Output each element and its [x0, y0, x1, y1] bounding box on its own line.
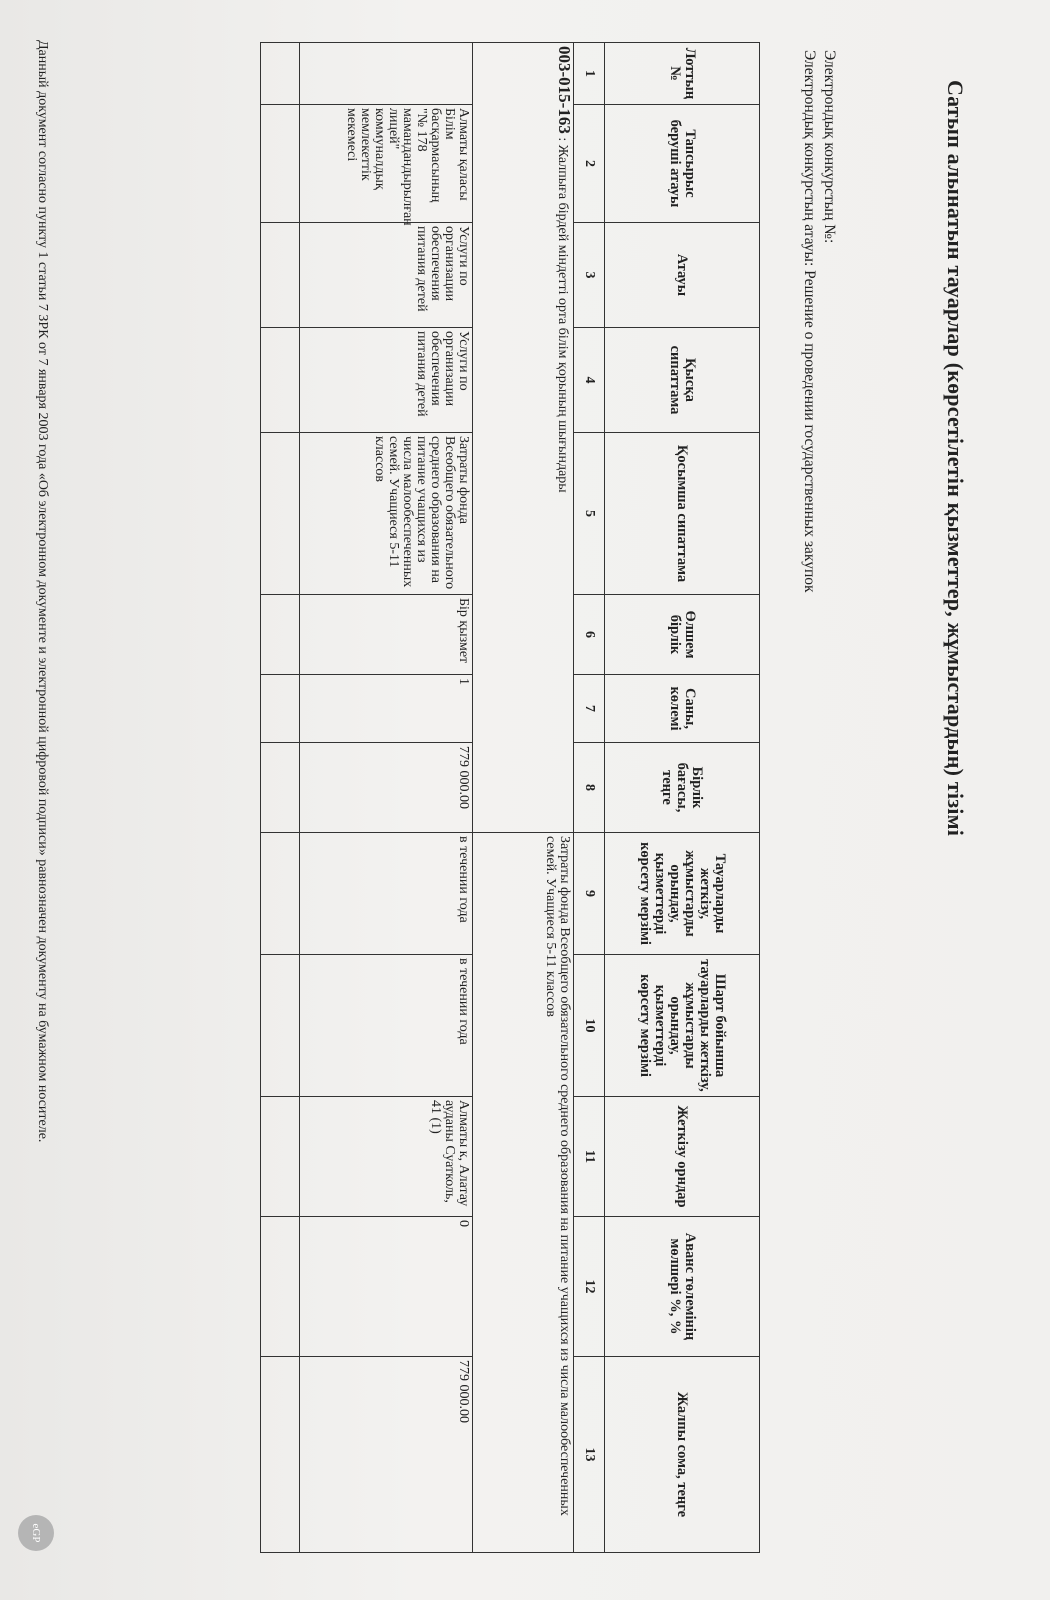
cell-short-desc: Услуги по организации обеспечения питания детей — [300, 328, 473, 433]
empty-cell — [261, 1357, 300, 1553]
empty-cell — [261, 833, 300, 955]
column-number: 12 — [574, 1217, 605, 1357]
cell-quantity: 1 — [300, 675, 473, 743]
empty-cell — [261, 328, 300, 433]
egp-logo-icon: eGP — [18, 1515, 54, 1551]
header-quantity: Саны, көлемі — [605, 675, 760, 743]
header-lot-no: Лоттың № — [605, 43, 760, 105]
contest-number-label: Электрондық конкурстың №: — [821, 50, 838, 244]
cell-advance: 0 — [300, 1217, 473, 1357]
column-number: 4 — [574, 328, 605, 433]
header-customer: Тапсырыс беруші атауы — [605, 105, 760, 223]
column-number: 6 — [574, 595, 605, 675]
header-delivery-place: Жеткізу орндар — [605, 1097, 760, 1217]
cell-delivery-place: Алматы к, Алатау ауданы Суатколь, 41 (1) — [300, 1097, 473, 1217]
header-total: Жалпы сома, теңге — [605, 1357, 760, 1553]
column-number: 7 — [574, 675, 605, 743]
empty-cell — [261, 105, 300, 223]
cell-contract-term: в течении года — [300, 955, 473, 1097]
cell-customer: Алматы қаласы Білім басқармасының "№ 178 мамандандырылған лицей" коммуналдық мемлекеттік мекемесі — [300, 105, 473, 223]
lot-code: 003-015-163 — [555, 46, 574, 134]
footer-note: Данный документ согласно пункту 1 статьи 7 ЗРК от 7 января 2003 года «Об электронном документе и электронной цифровой подписи» равнозначен документу на бумажном носителе. — [35, 40, 50, 1143]
empty-cell — [261, 433, 300, 595]
cell-term: в течении года — [300, 833, 473, 955]
cell-total: 779 000.00 — [300, 1357, 473, 1553]
header-advance: Аванс төлемінің мөлшері %, % — [605, 1217, 760, 1357]
header-contract-term: Шарт бойынша тауарларды жеткізу, жұмыстарды орындау, қызметтерді көрсету мерзімі — [605, 955, 760, 1097]
column-number-row — [574, 43, 605, 1553]
lot-extra-cell: Затраты фонда Всеобщего обязательного среднего образования на питание учащихся из числа малообеспеченных семей. Учащиеся 5-11 классов — [473, 833, 574, 1553]
column-number: 2 — [574, 105, 605, 223]
cell-unit: Бір қызмет — [300, 595, 473, 675]
column-number: 9 — [574, 833, 605, 955]
column-number: 11 — [574, 1097, 605, 1217]
lot-header-row — [473, 43, 574, 1553]
column-number: 10 — [574, 955, 605, 1097]
header-name: Атауы — [605, 223, 760, 328]
header-add-desc: Қосымша сипаттама — [605, 433, 760, 595]
header-short-desc: Қысқа сипаттама — [605, 328, 760, 433]
table-row — [300, 43, 473, 1553]
empty-cell — [261, 743, 300, 833]
column-number: 8 — [574, 743, 605, 833]
cell-add-desc: Затраты фонда Всеобщего обязательного среднего образования на питание учащихся из числа малообеспеченных семей. Учащиеся 5-11 классов — [300, 433, 473, 595]
header-unit-price: Бірлік бағасы, теңге — [605, 743, 760, 833]
empty-cell — [261, 1217, 300, 1357]
empty-cell — [261, 595, 300, 675]
cell-unit-price: 779 000.00 — [300, 743, 473, 833]
table-header-row — [605, 43, 760, 1553]
contest-name-label: Электрондық конкурстың атауы: Решение о проведении государственных закупок — [801, 50, 818, 593]
cell-lot-no — [300, 43, 473, 105]
empty-cell — [261, 955, 300, 1097]
column-number: 5 — [574, 433, 605, 595]
empty-cell — [261, 43, 300, 105]
empty-cell — [261, 223, 300, 328]
empty-cell — [261, 1097, 300, 1217]
column-number: 1 — [574, 43, 605, 105]
empty-row — [261, 43, 300, 1553]
header-unit: Өлшем бірлік — [605, 595, 760, 675]
empty-cell — [261, 675, 300, 743]
lot-title-cell — [473, 43, 574, 833]
procurement-table — [260, 42, 760, 1553]
column-number: 3 — [574, 223, 605, 328]
header-term: Тауарларды жеткізу, жұмыстарды орындау, қызметтерді көрсету мерзімі — [605, 833, 760, 955]
document-title: Сатып алынатын тауарлар (көрсетілетін қызметтер, жұмыстардың) тізімі — [943, 80, 968, 837]
column-number: 13 — [574, 1357, 605, 1553]
cell-name: Услуги по организации обеспечения питания детей — [300, 223, 473, 328]
lot-description: : Жалпыға бірдей міндетті орта білім қорының шығындары — [555, 133, 570, 493]
